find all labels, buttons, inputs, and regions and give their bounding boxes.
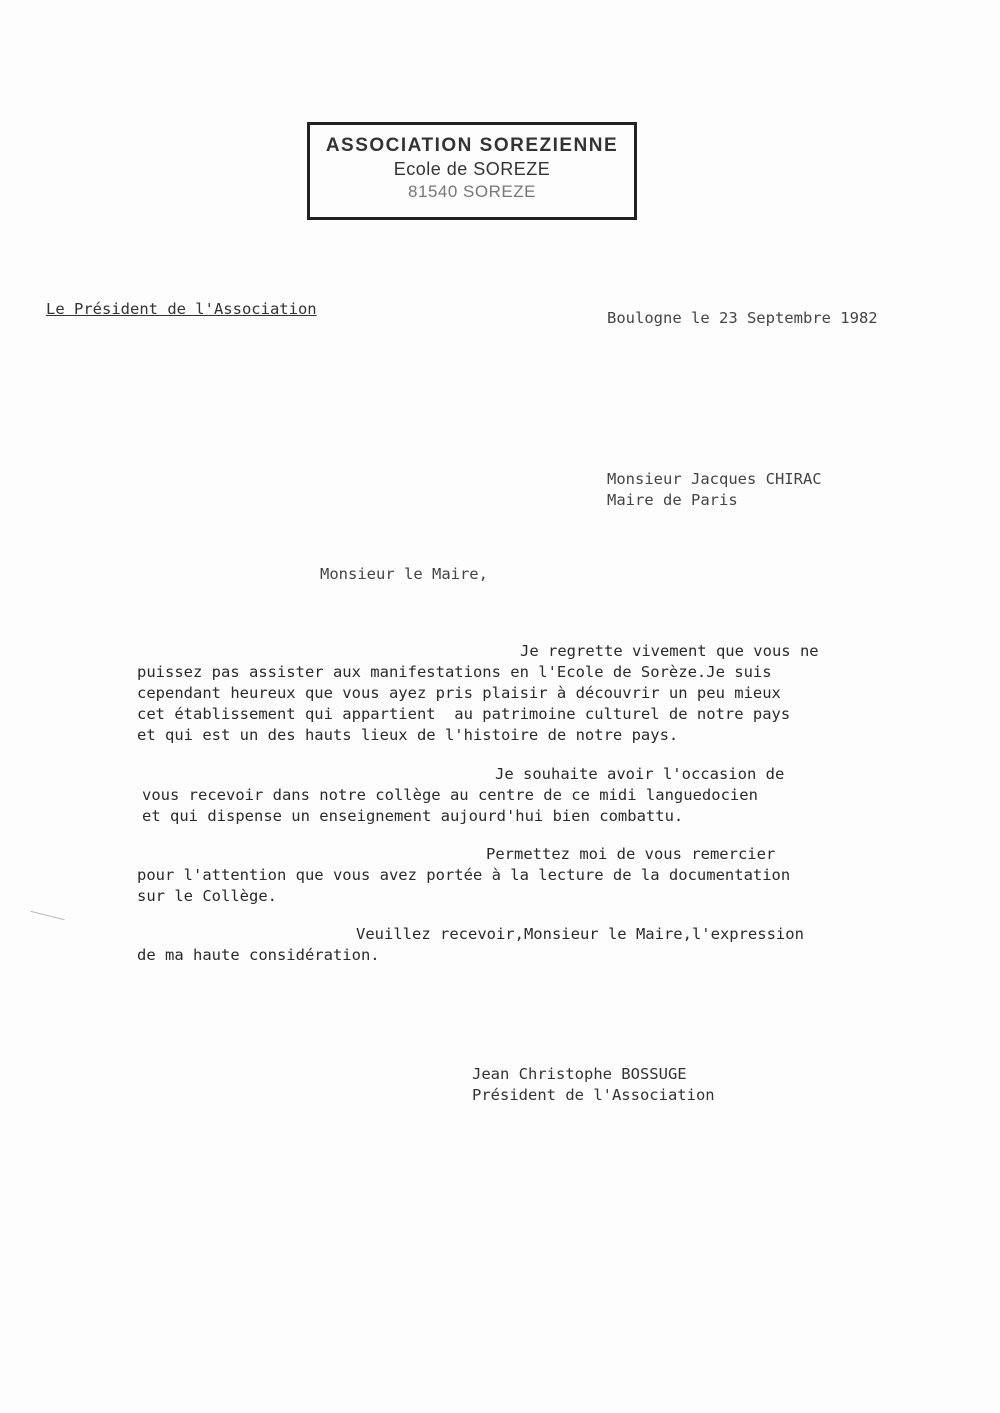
paragraph-1-line-3: cependant heureux que vous ayez pris plaisir à découvrir un peu mieux	[137, 684, 781, 702]
stamp-association-name: ASSOCIATION SOREZIENNE	[325, 135, 619, 156]
signature-name: Jean Christophe BOSSUGE	[472, 1065, 687, 1083]
paragraph-1-line-2: puissez pas assister aux manifestations en l'Ecole de Sorèze.Je suis	[137, 663, 772, 681]
paragraph-3-line-1: Permettez moi de vous remercier	[486, 845, 776, 863]
stamp-school-name: Ecole de SOREZE	[393, 159, 551, 179]
date-line: Boulogne le 23 Septembre 1982	[607, 309, 878, 327]
paragraph-3-line-2: pour l'attention que vous avez portée à la lecture de la documentation	[137, 866, 791, 884]
paragraph-1-line-5: et qui est un des hauts lieux de l'histoire de notre pays.	[137, 726, 679, 744]
paragraph-2-line-2: vous recevoir dans notre collège au centre de ce midi languedocien	[142, 786, 758, 804]
paragraph-2-line-3: et qui dispense un enseignement aujourd'hui bien combattu.	[142, 807, 684, 825]
recipient-title: Maire de Paris	[607, 491, 738, 509]
association-stamp	[307, 122, 637, 220]
scan-mark	[30, 911, 64, 920]
paragraph-1-line-4: cet établissement qui appartient au patrimoine culturel de notre pays	[137, 705, 791, 723]
signature-title: Président de l'Association	[472, 1086, 715, 1104]
paragraph-2-line-1: Je souhaite avoir l'occasion de	[495, 765, 785, 783]
paragraph-3-line-3: sur le Collège.	[137, 887, 277, 905]
paragraph-4-line-1: Veuillez recevoir,Monsieur le Maire,l'expression	[356, 925, 804, 943]
paragraph-1-line-1: Je regrette vivement que vous ne	[520, 642, 819, 660]
sender-title: Le Président de l'Association	[46, 300, 317, 318]
paragraph-4-line-2: de ma haute considération.	[137, 946, 380, 964]
recipient-name: Monsieur Jacques CHIRAC	[607, 470, 822, 488]
salutation: Monsieur le Maire,	[320, 565, 488, 583]
stamp-address: 81540 SOREZE	[408, 182, 536, 201]
